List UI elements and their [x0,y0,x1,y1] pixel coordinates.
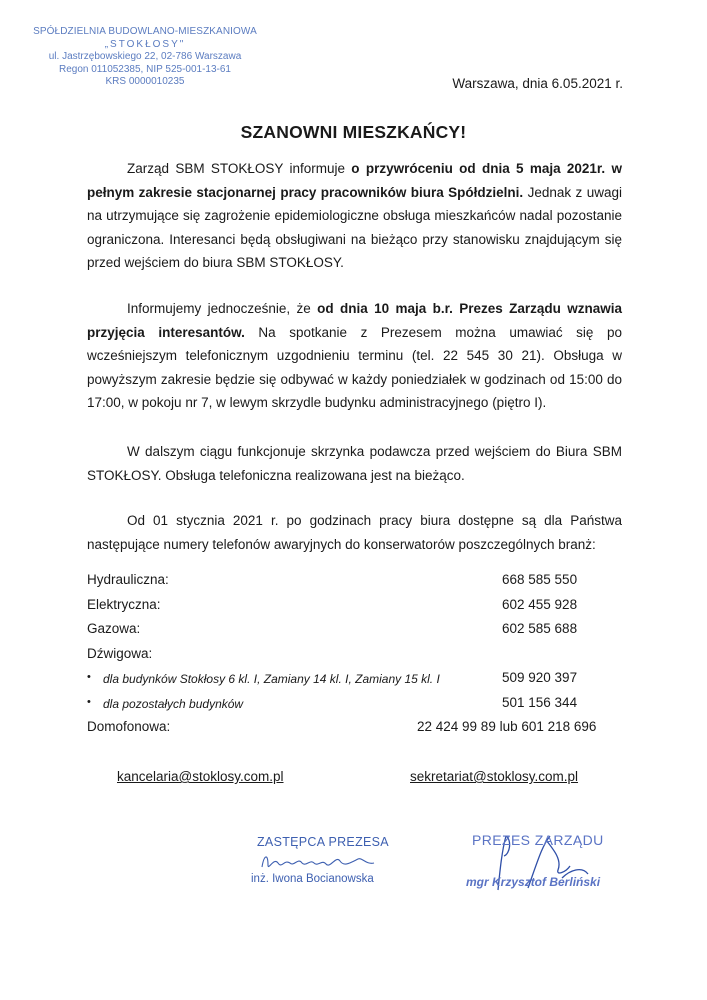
phone-row-elevator-other [87,693,627,718]
date-line: Warszawa, dnia 6.05.2021 r. [452,76,623,91]
phone-row-electrical [87,595,627,620]
stamp-name: mgr Krzysztof Berliński [466,875,601,889]
signature-stamp-vice-president [240,833,395,893]
organization-letterhead [0,26,290,89]
para2-intro: Informujemy jednocześnie, że [127,301,318,316]
phone-number: 602 585 688 [502,621,578,636]
phone-row-gas [87,619,627,644]
stamp-name: inż. Iwona Bocianowska [251,873,374,885]
phone-label: Gazowa: [87,621,141,636]
phone-number: 602 455 928 [502,596,578,612]
org-krs: KRS 0000010235 [105,76,185,87]
paragraph-emergency-intro [87,509,622,556]
stamp-role: ZASTĘPCA PREZESA [257,835,389,849]
stamp-role: PREZES ZARZĄDU [472,832,604,848]
org-address: ul. Jastrzębowskiego 22, 02-786 Warszawa [48,51,242,62]
phone-label: dla budynków Stokłosy 6 kl. I, Zamiany 14 kl. I, Zamiany 15 kl. I [103,672,440,686]
paragraph-president-meetings [87,297,622,415]
email-kancelaria-link[interactable]: kancelaria@stoklosy.com.pl [117,769,284,784]
org-short-name: „STOKŁOSY" [104,38,186,50]
phone-label: Hydrauliczna: [87,572,169,587]
phone-number: 509 920 397 [502,670,578,685]
para1-intro: Zarząd SBM STOKŁOSY informuje [127,161,352,176]
para2-rest: Na spotkanie z Prezesem można umawiać się po wcześniejszym telefonicznym uzgodnieniu terminu (tel. 22 545 30 21). Obsługa w powyższym zakresie będzie się odbywać w każdy poniedziałek w godzinach od 15:00 do 17:00, w pokoju nr 7, w lewym skrzydle budynku administracyjnego (piętro I). [87,324,622,410]
email-sekretariat-link[interactable]: sekretariat@stoklosy.com.pl [410,769,579,784]
phone-number: 668 585 550 [502,572,578,587]
bullet-icon: • [87,695,91,708]
phone-number: 501 156 344 [502,694,578,710]
phone-label: Elektryczna: [87,596,161,612]
phone-row-elevator-specific [87,668,627,693]
org-name: SPÓŁDZIELNIA BUDOWLANO-MIESZKANIOWA [33,26,257,37]
para2-highlight: od dnia 10 maja b.r. Prezes Zarządu wznawia przyjęcia interesantów. [87,301,622,340]
phone-label: Dźwigowa: [87,645,153,661]
phone-row-elevator [87,644,627,669]
phone-row-plumbing [87,570,627,595]
phone-row-intercom [87,717,627,742]
para3-text: W dalszym ciągu funkcjonuje skrzynka podawcza przed wejściem do Biura SBM STOKŁOSY. Obsługa telefoniczna realizowana jest na bieżąco. [87,444,622,483]
emergency-phone-list [87,570,627,742]
org-regon-nip: Regon 011052385, NIP 525-001-13-61 [59,63,231,75]
paragraph-office-reopening [87,157,622,275]
para1-highlight: o przywróceniu od dnia 5 maja 2021r. w pełnym zakresie stacjonarnej pracy pracowników biura Spółdzielni. [87,161,622,200]
letter-title: SZANOWNI MIESZKAŃCY! [240,122,467,142]
bullet-icon: • [87,671,91,683]
signature-stamp-president [458,830,628,895]
phone-number: 22 424 99 89 lub 601 218 696 [417,719,597,734]
phone-label: dla pozostałych budynków [103,696,244,711]
handwritten-signature-icon [254,845,384,875]
phone-label: Domofonowa: [87,719,171,734]
paragraph-mailbox [87,440,622,487]
para4-text: Od 01 stycznia 2021 r. po godzinach pracy biura dostępne są dla Państwa następujące numery telefonów awaryjnych do konserwatorów poszczególnych branż: [87,513,622,552]
para1-rest: Jednak z uwagi na utrzymujące się zagrożenie epidemiologiczne obsługa mieszkańców nadal pozostanie ograniczona. Interesanci będą obsługiwani na bieżąco przy stanowisku znajdującym się przed wejściem do biura SBM STOKŁOSY. [87,184,622,270]
